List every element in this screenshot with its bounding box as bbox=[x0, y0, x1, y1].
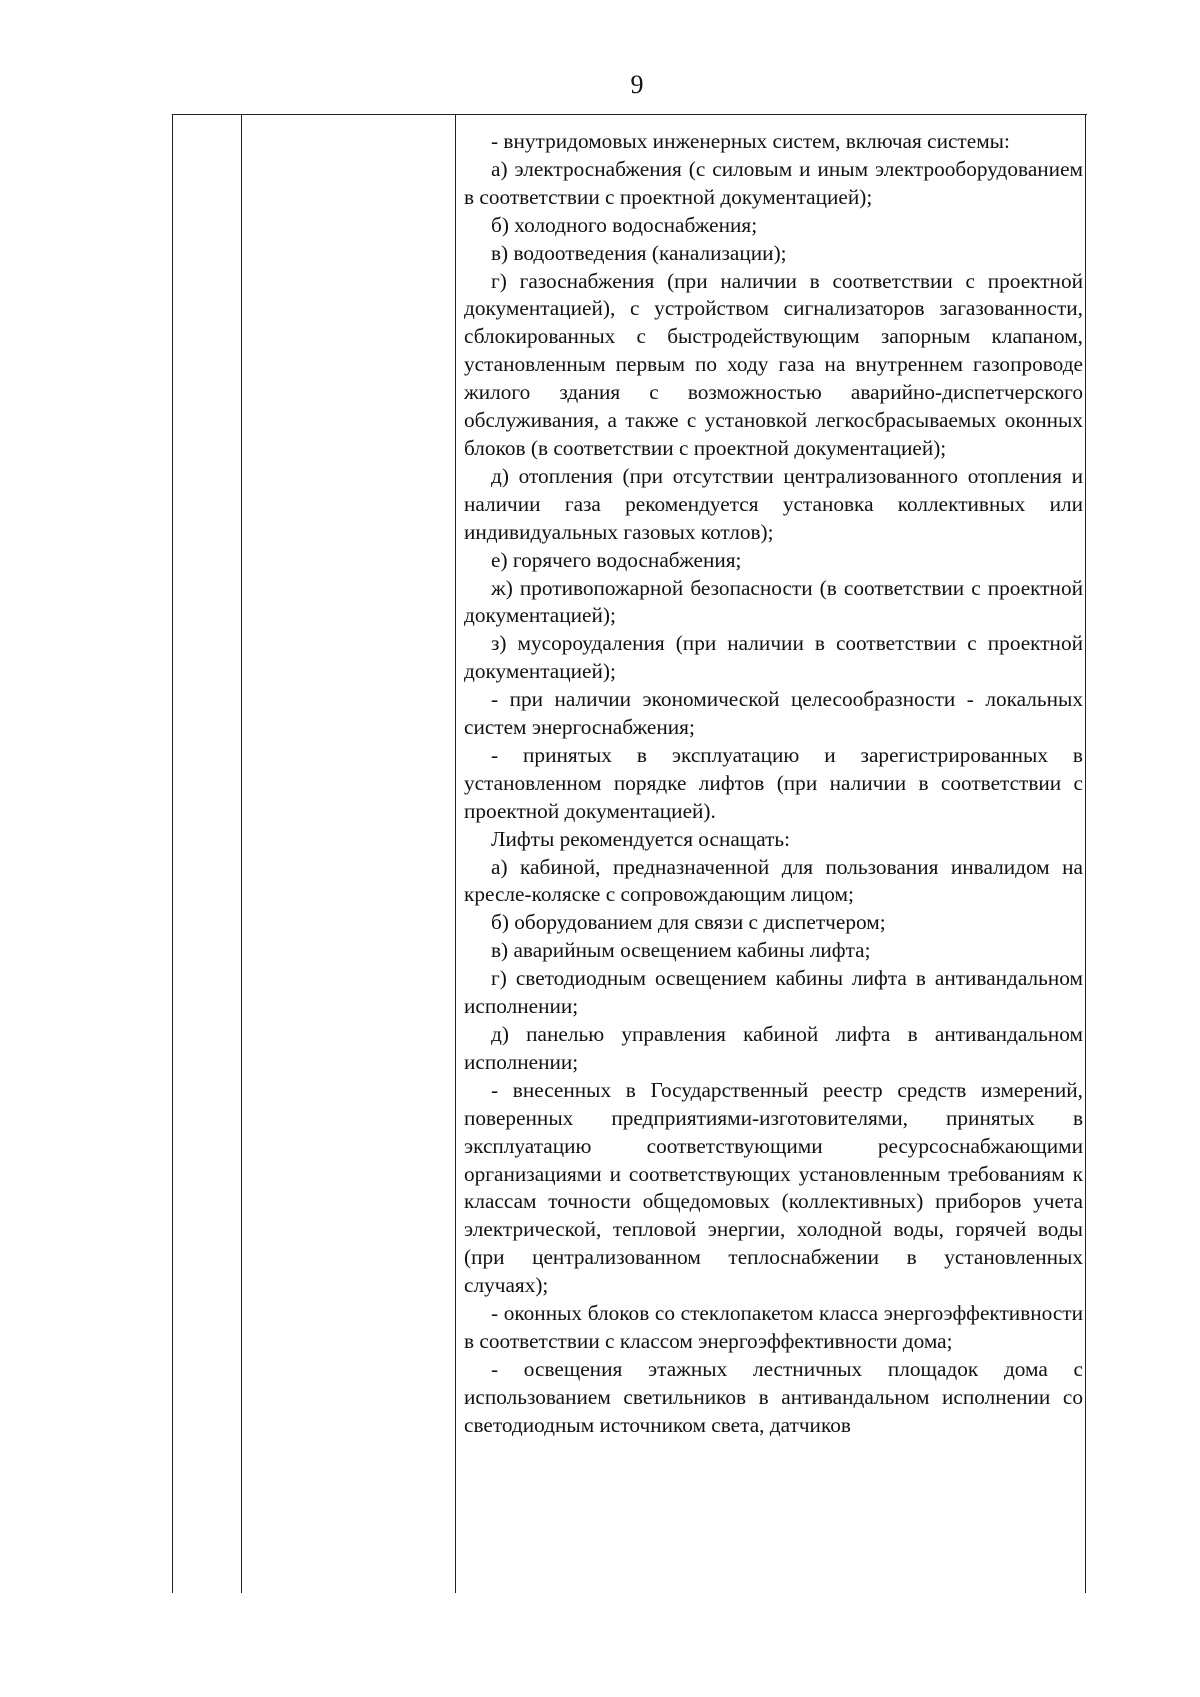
table-right-border bbox=[1085, 115, 1086, 1593]
paragraph: г) светодиодным освещением кабины лифта в антивандальном исполнении; bbox=[464, 966, 1083, 1019]
table-column-divider-2 bbox=[455, 115, 456, 1593]
paragraph: Лифты рекомендуется оснащать: bbox=[491, 826, 791, 851]
paragraph: г) газоснабжения (при наличии в соответствии с проектной документацией), с устройством сигнализаторов загазованности, сблокированных с быстродействующим запорным клапаном, установленным первым по ходу газа на внутреннем газопроводе жилого здания с возможностью аварийно-диспетчерского обслуживания, а также с установкой легкосбрасываемых оконных блоков (в соответствии с проектной документацией); bbox=[464, 268, 1083, 460]
paragraph: д) отопления (при отсутствии централизованного отопления и наличии газа рекомендуется установка коллективных или индивидуальных газовых котлов); bbox=[464, 463, 1083, 544]
paragraph: а) электроснабжения (с силовым и иным электрооборудованием в соответствии с проектной документацией); bbox=[464, 156, 1083, 209]
paragraph: б) холодного водоснабжения; bbox=[491, 212, 758, 237]
paragraph: з) мусороудаления (при наличии в соответствии с проектной документацией); bbox=[464, 631, 1083, 684]
page-number: 9 bbox=[630, 70, 644, 99]
table-left-border bbox=[172, 115, 173, 1593]
table-cell-content bbox=[464, 128, 1083, 1440]
paragraph: - освещения этажных лестничных площадок дома с использованием светильников в антивандальном исполнении со светодиодным источником света, датчиков bbox=[464, 1356, 1083, 1437]
paragraph: - оконных блоков со стеклопакетом класса энергоэффективности в соответствии с классом энергоэффективности дома; bbox=[464, 1301, 1083, 1353]
paragraph: - внутридомовых инженерных систем, включая системы: bbox=[491, 129, 1010, 153]
paragraph: в) аварийным освещением кабины лифта; bbox=[491, 938, 871, 963]
table-column-divider-1 bbox=[241, 115, 242, 1593]
paragraph: - принятых в эксплуатацию и зарегистрированных в установленном порядке лифтов (при наличии в соответствии с проектной документацией). bbox=[464, 742, 1083, 823]
paragraph: д) панелью управления кабиной лифта в антивандальном исполнении; bbox=[464, 1022, 1083, 1074]
paragraph: а) кабиной, предназначенной для пользования инвалидом на кресле-коляске с сопровождающим лицом; bbox=[464, 854, 1083, 907]
paragraph: - при наличии экономической целесообразности - локальных систем энергоснабжения; bbox=[464, 687, 1083, 740]
paragraph: б) оборудованием для связи с диспетчером; bbox=[491, 910, 886, 935]
paragraph: в) водоотведения (канализации); bbox=[491, 240, 787, 265]
paragraph: - внесенных в Государственный реестр средств измерений, поверенных предприятиями-изготовителями, принятых в эксплуатацию соответствующими ресурсоснабжающими организациями и соответствующих установленным требованиям к классам точности общедомовых (коллективных) приборов учета электрической, тепловой энергии, холодной воды, горячей воды (при централизованном теплоснабжении в установленных случаях); bbox=[464, 1077, 1083, 1298]
paragraph: ж) противопожарной безопасности (в соответствии с проектной документацией); bbox=[464, 575, 1083, 628]
paragraph: е) горячего водоснабжения; bbox=[491, 547, 742, 572]
